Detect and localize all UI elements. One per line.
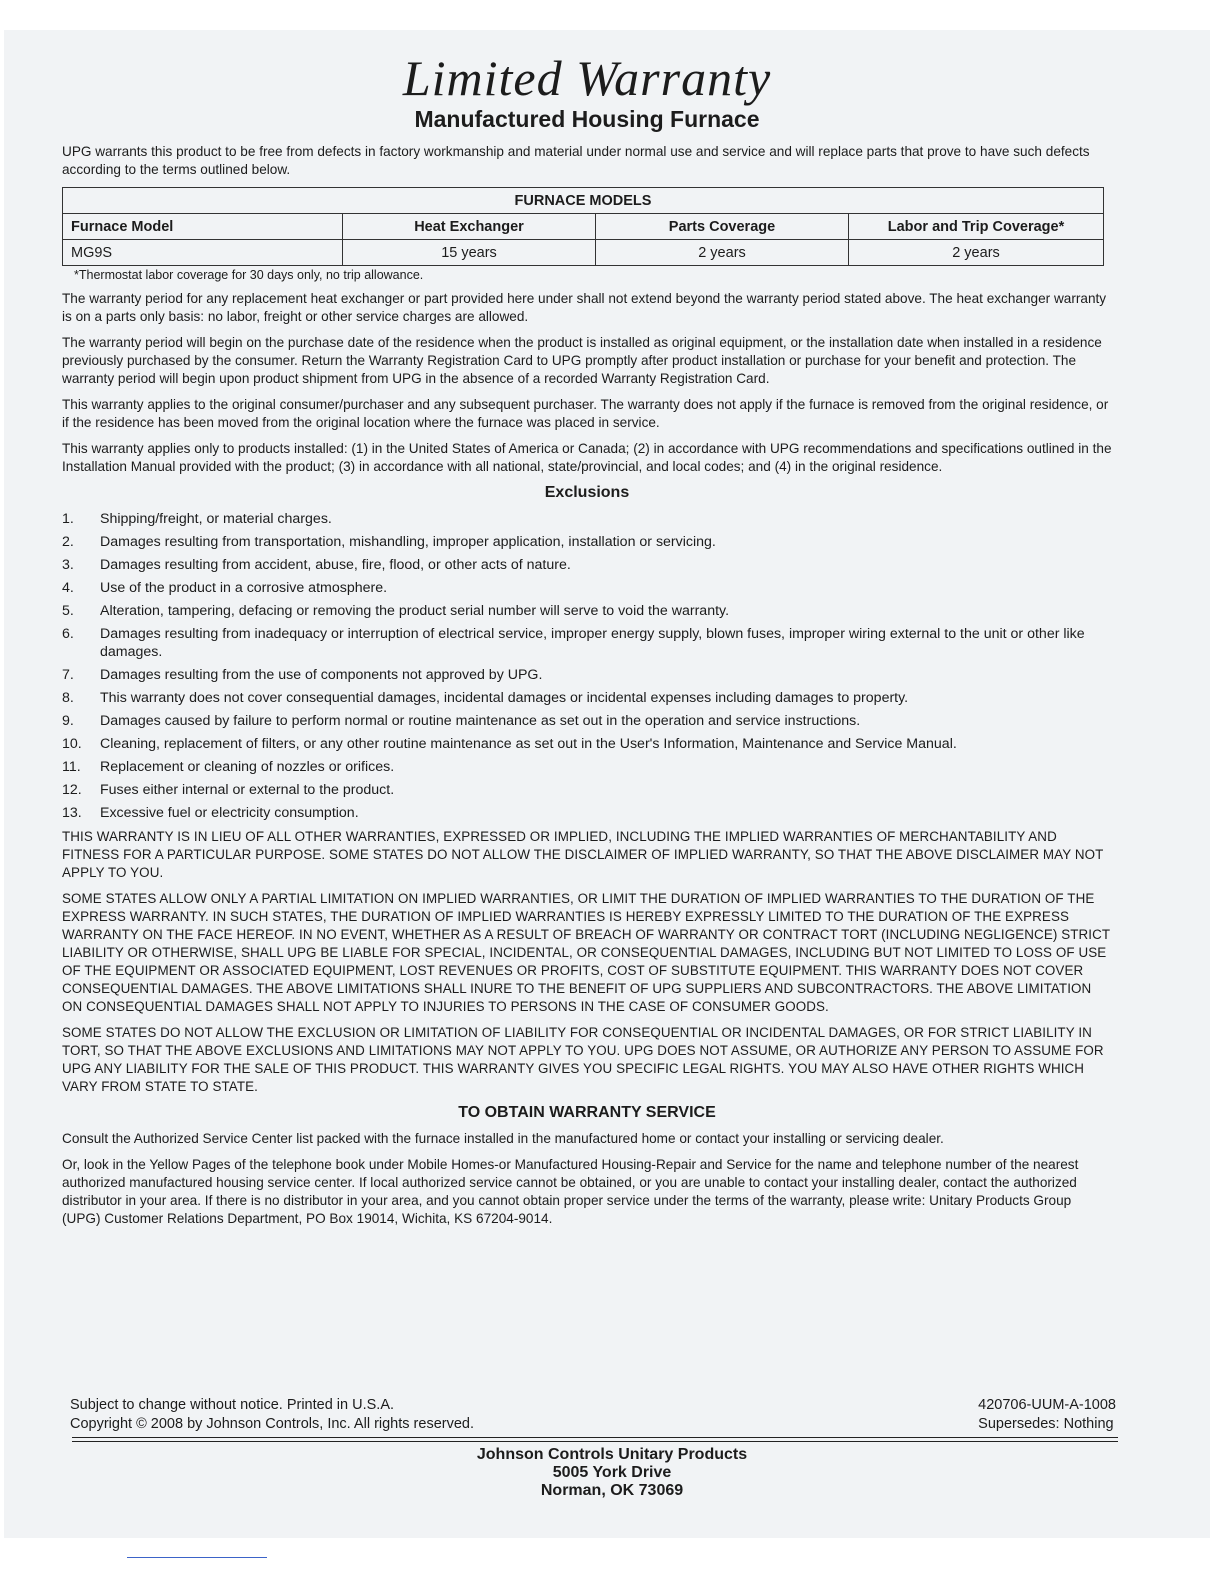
list-item [62, 735, 1112, 753]
item-number: 4. [62, 580, 74, 596]
warranty-paragraph: The warranty period will begin on the purchase date of the residence when the product is installed as original equipment, or the installation date when installed in a residence previously purchased by the consumer. Return the Warranty Registration Card to UPG promptly after product installation or purchase for your benefit and protection. The warranty period will begin upon product shipment from UPG in the absence of a recorded Warranty Registration Card. [62, 335, 1102, 386]
item-number: 5. [62, 603, 74, 619]
legal-paragraph: SOME STATES DO NOT ALLOW THE EXCLUSION OR LIMITATION OF LIABILITY FOR CONSEQUENTIAL OR INCIDENTAL DAMAGES, OR FOR STRICT LIABILITY IN TORT, SO THAT THE ABOVE EXCLUSIONS AND LIMITATIONS MAY NOT APPLY TO YOU. UPG DOES NOT ASSUME, OR AUTHORIZE ANY PERSON TO ASSUME FOR UPG ANY LIABILITY FOR THE SALE OF THIS PRODUCT. THIS WARRANTY GIVES YOU SPECIFIC LEGAL RIGHTS. YOU MAY ALSO HAVE OTHER RIGHTS WHICH VARY FROM STATE TO STATE. [62, 1025, 1104, 1094]
footer-divider [72, 1441, 1118, 1442]
footer-right [978, 1396, 1116, 1434]
exclusions-heading: Exclusions [544, 484, 630, 501]
list-item [62, 579, 1112, 597]
company-street: 5005 York Drive [552, 1464, 672, 1481]
furnace-models-table [62, 187, 1104, 266]
list-item [62, 533, 1112, 551]
list-item [62, 510, 1112, 528]
document-number: 420706-UUM-A-1008 [978, 1397, 1116, 1413]
item-number: 3. [62, 557, 74, 573]
company-address [0, 1446, 1224, 1500]
item-text: Alteration, tampering, defacing or removing the product serial number will serve to void the warranty. [100, 603, 730, 619]
item-number: 2. [62, 534, 74, 550]
list-item [62, 556, 1112, 574]
item-number: 6. [62, 626, 74, 642]
warranty-paragraph: This warranty applies only to products installed: (1) in the United States of America or Canada; (2) in accordance with UPG recommendations and specifications outlined in the Installation Manual provided with the product; (3) in accordance with all national, state/provincial, and local codes; and (4) in the original residence. [62, 441, 1112, 474]
divider [127, 1557, 267, 1558]
list-item [62, 758, 1112, 776]
company-name: Johnson Controls Unitary Products [476, 1446, 748, 1463]
table-caption: FURNACE MODELS [63, 188, 1104, 214]
service-heading: TO OBTAIN WARRANTY SERVICE [458, 1104, 716, 1121]
service-paragraph: Or, look in the Yellow Pages of the telephone book under Mobile Homes-or Manufactured Housing-Repair and Service for the name and telephone number of the nearest authorized manufactured housing service center. If local authorized service cannot be obtained, or you are unable to contact your installing dealer, contact the authorized distributor in your area. If there is no distributor in your area, and you cannot obtain proper service under the terms of the warranty, please write: Unitary Products Group (UPG) Customer Relations Department, PO Box 19014, Wichita, KS 67204-9014. [62, 1157, 1079, 1226]
item-text: Use of the product in a corrosive atmosphere. [100, 580, 388, 596]
footer-row [70, 1396, 1116, 1434]
item-number: 13. [62, 805, 82, 821]
item-text: This warranty does not cover consequential damages, incidental damages or incidental expenses including damages to property. [100, 690, 909, 706]
item-number: 9. [62, 713, 74, 729]
table-header-row [63, 214, 1104, 240]
item-text: Cleaning, replacement of filters, or any other routine maintenance as set out in the User's Information, Maintenance and Service Manual. [100, 736, 957, 752]
item-number: 10. [62, 736, 82, 752]
item-text: Damages resulting from accident, abuse, fire, flood, or other acts of nature. [100, 557, 571, 573]
list-item [62, 602, 1112, 620]
service-paragraph: Consult the Authorized Service Center list packed with the furnace installed in the manufactured home or contact your installing or servicing dealer. [62, 1131, 944, 1146]
item-text: Damages resulting from transportation, mishandling, improper application, installation or servicing. [100, 534, 716, 550]
legal-paragraph: THIS WARRANTY IS IN LIEU OF ALL OTHER WARRANTIES, EXPRESSED OR IMPLIED, INCLUDING THE IMPLIED WARRANTIES OF MERCHANTABILITY AND FITNESS FOR A PARTICULAR PURPOSE. SOME STATES DO NOT ALLOW THE DISCLAIMER OF IMPLIED WARRANTY, SO THAT THE ABOVE DISCLAIMER MAY NOT APPLY TO YOU. [62, 829, 1104, 880]
footer-notice: Subject to change without notice. Printed in U.S.A. [70, 1397, 395, 1413]
legal-paragraph: SOME STATES ALLOW ONLY A PARTIAL LIMITATION ON IMPLIED WARRANTIES, OR LIMIT THE DURATION OF IMPLIED WARRANTIES TO THE DURATION OF THE EXPRESS WARRANTY. IN SUCH STATES, THE DURATION OF IMPLIED WARRANTIES IS HEREBY EXPRESSLY LIMITED TO THE DURATION OF THE EXPRESS WARRANTY ON THE FACE HEREOF. IN NO EVENT, WHETHER AS A RESULT OF BREACH OF WARRANTY OR CONTRACT TORT (INCLUDING NEGLIGENCE) STRICT LIABILITY OR OTHERWISE, SHALL UPG BE LIABLE FOR SPECIAL, INCIDENTAL, OR CONSEQUENTIAL DAMAGES, INCLUDING BUT NOT LIMITED TO LOSS OF USE OF THE EQUIPMENT OR ASSOCIATED EQUIPMENT, LOST REVENUES OR PROFITS, COST OF SUBSTITUTE EQUIPMENT. THIS WARRANTY DOES NOT COVER CONSEQUENTIAL DAMAGES. THE ABOVE LIMITATIONS SHALL INURE TO THE BENEFIT OF UPG SUPPLIERS AND SUBCONTRACTORS. THE ABOVE LIMITATION ON CONSEQUENTIAL DAMAGES SHALL NOT APPLY TO INJURIES TO PERSONS IN THE CASE OF CONSUMER GOODS. [62, 891, 1110, 1014]
warranty-paragraph: The warranty period for any replacement heat exchanger or part provided here under shall not extend beyond the warranty period stated above. The heat exchanger warranty is on a parts only basis: no labor, freight or other service charges are allowed. [62, 291, 1107, 324]
supersedes-note: Supersedes: Nothing [978, 1416, 1114, 1432]
exclusions-list [62, 510, 1112, 822]
item-number: 11. [62, 759, 81, 775]
item-text: Damages resulting from the use of components not approved by UPG. [100, 667, 543, 683]
page-subtitle: Manufactured Housing Furnace [414, 106, 760, 132]
item-number: 8. [62, 690, 74, 706]
list-item [62, 666, 1112, 684]
column-header: Heat Exchanger [343, 214, 596, 240]
item-text: Excessive fuel or electricity consumption. [100, 805, 359, 821]
footer-copyright: Copyright © 2008 by Johnson Controls, Inc. All rights reserved. [70, 1416, 474, 1432]
item-number: 1. [62, 511, 74, 527]
list-item [62, 804, 1112, 822]
table-footnote: *Thermostat labor coverage for 30 days only, no trip allowance. [74, 268, 424, 282]
item-text: Replacement or cleaning of nozzles or orifices. [100, 759, 395, 775]
table-caption-row [63, 188, 1104, 214]
column-header: Labor and Trip Coverage* [849, 214, 1104, 240]
footer-left [70, 1396, 474, 1434]
list-item [62, 689, 1112, 707]
list-item [62, 625, 1112, 661]
company-city: Norman, OK 73069 [540, 1482, 684, 1499]
table-cell: MG9S [63, 240, 343, 266]
warranty-paragraph: This warranty applies to the original consumer/purchaser and any subsequent purchaser. The warranty does not apply if the furnace is removed from the original residence, or if the residence has been moved from the original location where the furnace was placed in service. [62, 397, 1109, 430]
list-item [62, 712, 1112, 730]
item-text: Fuses either internal or external to the product. [100, 782, 395, 798]
item-text: Damages resulting from inadequacy or interruption of electrical service, improper energy supply, blown fuses, improper wiring external to the unit or other like damages. [100, 626, 1085, 660]
table-row [63, 240, 1104, 266]
item-text: Shipping/freight, or material charges. [100, 511, 332, 527]
column-header: Furnace Model [63, 214, 343, 240]
table-cell: 2 years [849, 240, 1104, 266]
footer-divider [72, 1437, 1118, 1438]
table-cell: 15 years [343, 240, 596, 266]
item-number: 12. [62, 782, 82, 798]
document-body [62, 50, 1112, 1236]
table-cell: 2 years [596, 240, 849, 266]
item-number: 7. [62, 667, 74, 683]
page-title: Limited Warranty [402, 50, 772, 106]
item-text: Damages caused by failure to perform normal or routine maintenance as set out in the operation and service instructions. [100, 713, 861, 729]
intro-paragraph: UPG warrants this product to be free from defects in factory workmanship and material under normal use and service and will replace parts that prove to have such defects according to the terms outlined below. [62, 144, 1090, 177]
list-item [62, 781, 1112, 799]
column-header: Parts Coverage [596, 214, 849, 240]
